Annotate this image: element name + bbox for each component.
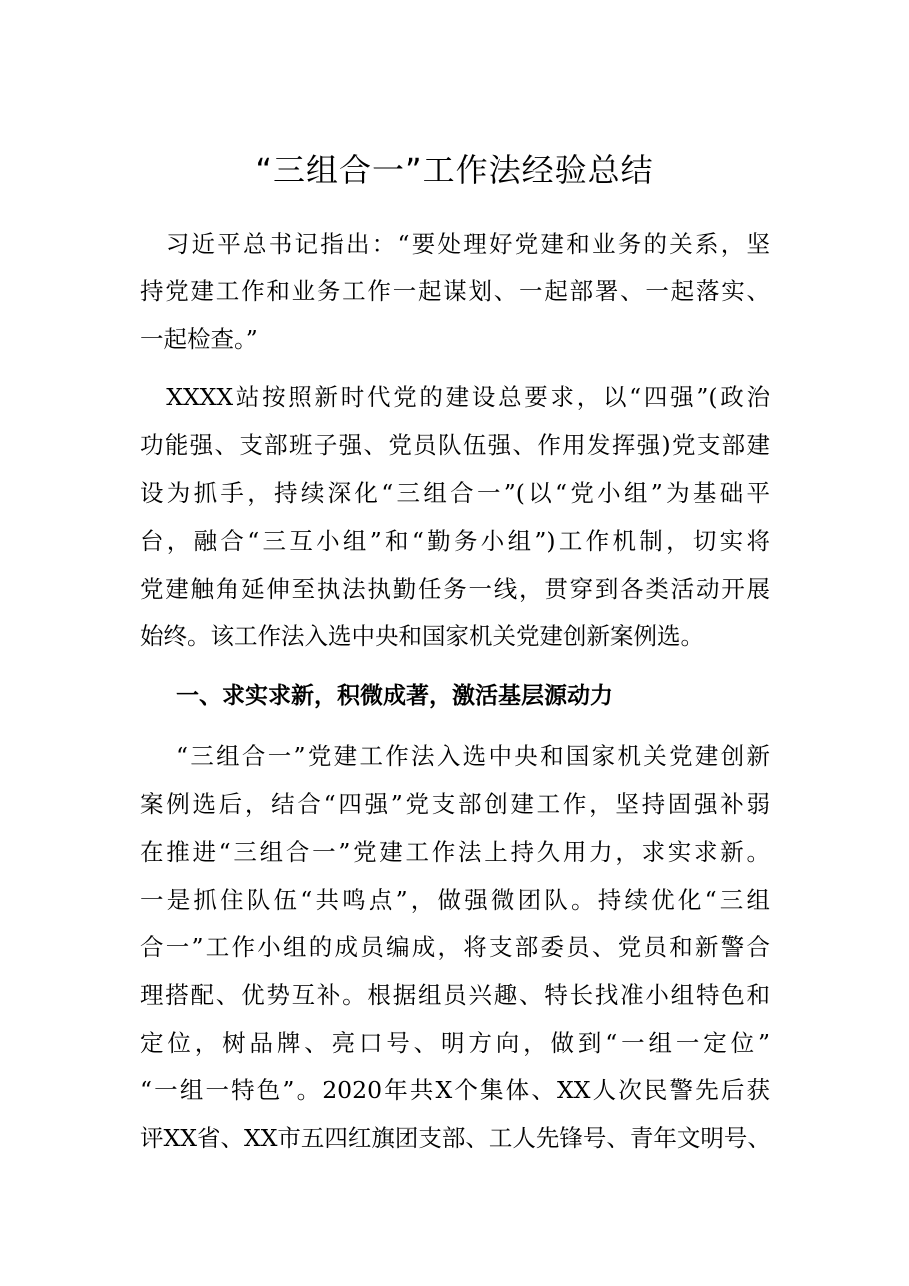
- paragraph-line: 合一”工作小组的成员编成，将支部委员、党员和新警合: [140, 933, 770, 961]
- paragraph-line: 在推进“三组合一”党建工作法上持久用力，求实求新。: [140, 838, 770, 866]
- paragraph-line: 一起检查。”: [140, 325, 258, 353]
- paragraph-line: “一组一特色”。2020年共X个集体、XX人次民警先后获: [140, 1076, 770, 1104]
- paragraph-line: 党建触角延伸至执法执勤任务一线，贯穿到各类活动开展: [140, 575, 770, 603]
- paragraph-line: 定位，树品牌、亮口号、明方向，做到“一组一定位”: [140, 1029, 770, 1057]
- paragraph-line: 持党建工作和业务工作一起谋划、一起部署、一起落实、: [140, 277, 770, 305]
- paragraph-line: 台，融合“三互小组”和“勤务小组”)工作机制，切实将: [140, 527, 770, 555]
- paragraph-line: 评XX省、XX市五四红旗团支部、工人先锋号、青年文明号、: [140, 1124, 771, 1152]
- paragraph-line: 始终。该工作法入选中央和国家机关党建创新案例选。: [140, 622, 704, 650]
- document-title: “三组合一”工作法经验总结: [255, 151, 654, 189]
- paragraph-line: 一是抓住队伍“共鸣点”，做强微团队。持续优化“三组: [140, 886, 770, 914]
- paragraph-line: 习近平总书记指出：“要处理好党建和业务的关系，坚: [140, 230, 770, 258]
- paragraph-line: 功能强、支部班子强、党员队伍强、作用发挥强)党支部建: [140, 431, 770, 459]
- paragraph-line: XXXX站按照新时代党的建设总要求，以“四强”(政治: [140, 383, 770, 411]
- paragraph-line: 设为抓手，持续深化“三组合一”(以“党小组”为基础平: [140, 479, 770, 507]
- section-heading: 一、求实求新，积微成著，激活基层源动力: [176, 683, 613, 709]
- paragraph-line: 案例选后，结合“四强”党支部创建工作，坚持固强补弱: [140, 790, 770, 818]
- paragraph-line: 理搭配、优势互补。根据组员兴趣、特长找准小组特色和: [140, 981, 770, 1009]
- paragraph-line: “三组合一”党建工作法入选中央和国家机关党建创新: [176, 742, 770, 770]
